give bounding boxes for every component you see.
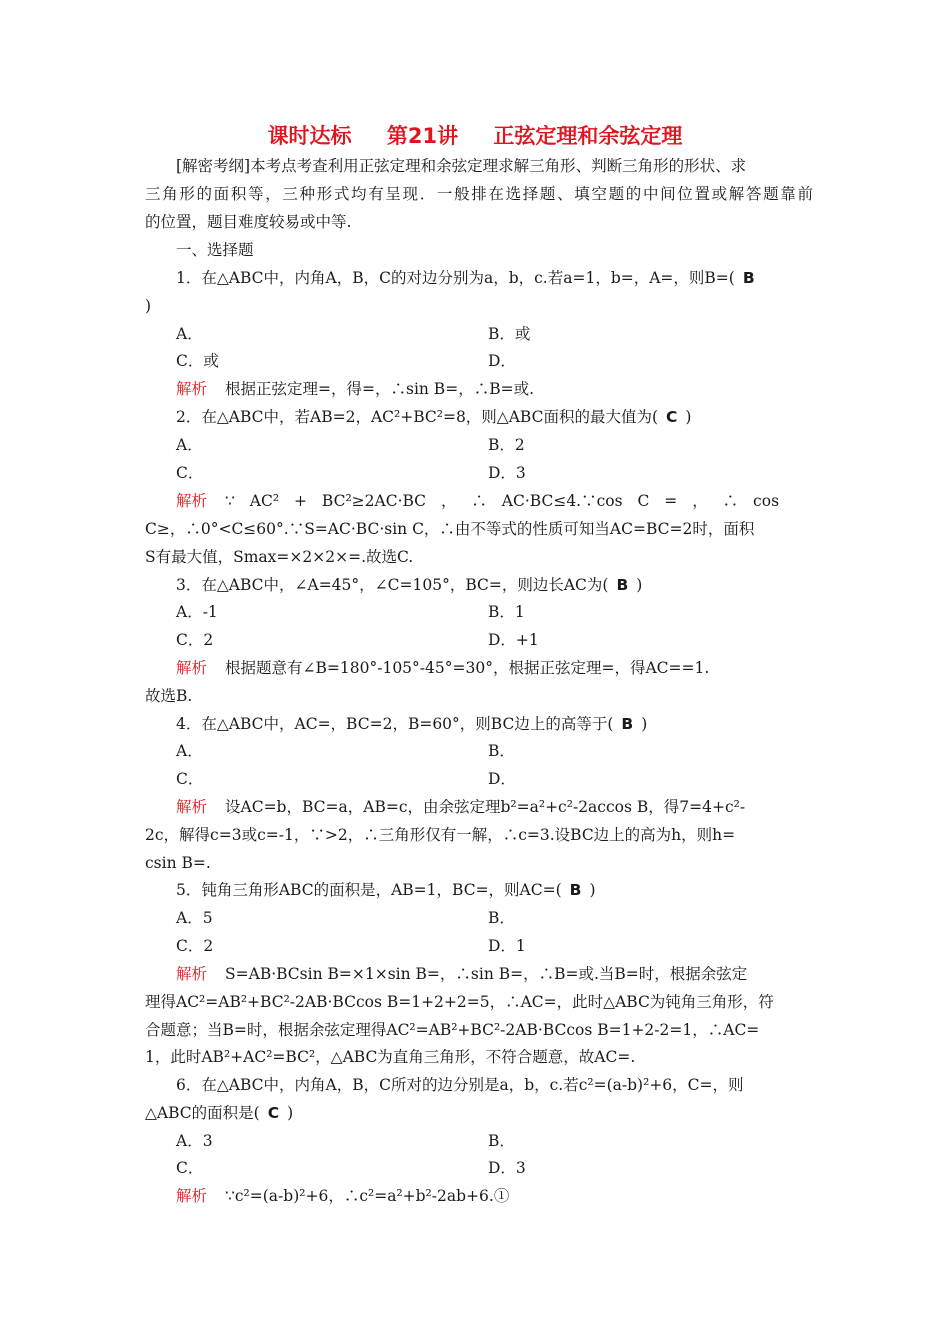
- question-2-text: 2．在△ABC中，若AB=2，AC²+BC²=8，则△ABC面积的最大值为(: [176, 408, 658, 426]
- solution-label: 解析: [176, 798, 208, 816]
- q5-option-c: C．2: [176, 937, 214, 955]
- q1-solution-text: 根据正弦定理=，得=，∴sin B=，∴B=或.: [225, 380, 534, 398]
- solution-label: 解析: [176, 659, 208, 677]
- question-3-answer: B: [616, 576, 629, 594]
- question-3-close: ): [636, 576, 643, 594]
- q2-solution-line-3: S有最大值，Smax=×2×2×=.故选C.: [145, 548, 414, 566]
- q2-option-b: B．2: [488, 436, 525, 454]
- q6-option-a: A．3: [176, 1132, 213, 1150]
- solution-label: 解析: [176, 492, 208, 510]
- question-4-answer: B: [621, 715, 634, 733]
- solution-label: 解析: [176, 965, 208, 983]
- title-part-2: 第21讲: [386, 124, 459, 148]
- page-title: [0, 120, 950, 150]
- intro-line-2: 三角形的面积等，三种形式均有呈现．一般排在选择题、填空题的中间位置或解答题靠前: [145, 185, 813, 203]
- q5-option-d: D．1: [488, 937, 526, 955]
- q1-option-d: D．: [488, 352, 516, 370]
- solution-label: 解析: [176, 380, 208, 398]
- q3-option-c: C．2: [176, 631, 214, 649]
- question-2-stem: [176, 407, 844, 427]
- q2-option-d: D．3: [488, 464, 526, 482]
- question-4-stem: [176, 714, 844, 734]
- question-6-stem-1: 6．在△ABC中，内角A，B，C所对的边分别是a，b，c.若c²=(a-b)²+6，C=，则: [176, 1076, 744, 1094]
- q4-option-d: D．: [488, 770, 516, 788]
- q4-option-c: C．: [176, 770, 204, 788]
- q6-option-d: D．3: [488, 1159, 526, 1177]
- q1-option-b: B．或: [488, 325, 531, 343]
- question-3-text: 3．在△ABC中，∠A=45°，∠C=105°，BC=，则边长AC为(: [176, 576, 609, 594]
- question-6-stem-2: [145, 1103, 813, 1123]
- q2-option-a: A．: [176, 436, 203, 454]
- q4-option-a: A．: [176, 742, 203, 760]
- question-6-close: ): [287, 1104, 294, 1122]
- q1-solution: [176, 379, 844, 399]
- q4-option-b: B．: [488, 742, 515, 760]
- q1-option-a: A．: [176, 325, 203, 343]
- q1-option-c: C．或: [176, 352, 219, 370]
- question-1-answer: B: [742, 269, 755, 287]
- question-1-close: ): [145, 297, 152, 315]
- intro-line-1: [解密考纲]本考点考查利用正弦定理和余弦定理求解三角形、判断三角形的形状、求: [176, 157, 747, 175]
- q3-solution-line-1: [176, 658, 844, 678]
- q4-solution-text-1: 设AC=b，BC=a，AB=c，由余弦定理b²=a²+c²-2accos B，得7=4+c²-: [225, 798, 746, 816]
- q5-option-b: B．: [488, 909, 515, 927]
- question-4-text: 4．在△ABC中，AC=，BC=2，B=60°，则BC边上的高等于(: [176, 715, 614, 733]
- section-heading: 一、选择题: [176, 241, 254, 259]
- q3-option-d: D．+1: [488, 631, 539, 649]
- q4-solution-line-3: csin B=.: [145, 854, 211, 872]
- question-5-answer: B: [569, 881, 582, 899]
- q4-solution-line-1: [176, 797, 813, 817]
- question-1-text: 1．在△ABC中，内角A，B，C的对边分别为a，b，c.若a=1，b=，A=，则B=(: [176, 269, 735, 287]
- question-6-answer: C: [267, 1104, 280, 1122]
- title-part-1: 课时达标: [267, 124, 352, 148]
- question-5-text: 5．钝角三角形ABC的面积是，AB=1，BC=，则AC=(: [176, 881, 562, 899]
- q4-solution-line-2: 2c，解得c=3或c=-1，∵>2，∴三角形仅有一解，∴c=3.设BC边上的高为h，则h=: [145, 826, 736, 844]
- q5-solution-line-1: [176, 964, 813, 984]
- q3-option-a: A．-1: [176, 603, 218, 621]
- intro-line-3: 的位置，题目难度较易或中等.: [145, 213, 352, 231]
- solution-label: 解析: [176, 1187, 208, 1205]
- question-2-answer: C: [666, 408, 678, 426]
- q5-solution-line-4: 1，此时AB²+AC²=BC²，△ABC为直角三角形，不符合题意，故AC=.: [145, 1048, 636, 1066]
- q6-option-c: C．: [176, 1159, 204, 1177]
- q3-option-b: B．1: [488, 603, 525, 621]
- q2-option-c: C．: [176, 464, 204, 482]
- q6-option-b: B．: [488, 1132, 515, 1150]
- q3-solution-text-1: 根据题意有∠B=180°-105°-45°=30°，根据正弦定理=，得AC==1.: [225, 659, 710, 677]
- q2-solution-line-1: [176, 491, 813, 511]
- title-part-3: 正弦定理和余弦定理: [493, 124, 683, 148]
- question-1-stem: [176, 268, 813, 288]
- q2-solution-text-1: ∵ AC² + BC²≥2AC·BC ， ∴ AC·BC≤4.∵cos C = ， ∴ cos: [225, 492, 780, 510]
- question-5-stem: [176, 880, 844, 900]
- q5-option-a: A．5: [176, 909, 213, 927]
- question-6-text: △ABC的面积是(: [145, 1104, 260, 1122]
- q2-solution-line-2: C≥，∴0°<C≤60°.∵S=AC·BC·sin C，∴由不等式的性质可知当AC=BC=2时，面积: [145, 520, 755, 538]
- q6-solution: [176, 1186, 844, 1206]
- question-4-close: ): [641, 715, 648, 733]
- q5-solution-line-3: 合题意；当B=时，根据余弦定理得AC²=AB²+BC²-2AB·BCcos B=1+2-2=1，∴AC=: [145, 1021, 760, 1039]
- question-5-close: ): [589, 881, 596, 899]
- question-3-stem: [176, 575, 844, 595]
- q6-solution-text: ∵c²=(a-b)²+6，∴c²=a²+b²-2ab+6.①: [225, 1187, 510, 1205]
- q5-solution-line-2: 理得AC²=AB²+BC²-2AB·BCcos B=1+2+2=5，∴AC=，此时△ABC为钝角三角形，符: [145, 993, 774, 1011]
- question-2-close: ): [685, 408, 692, 426]
- q3-solution-line-2: 故选B.: [145, 687, 193, 705]
- q5-solution-text-1: S=AB·BCsin B=×1×sin B=，∴sin B=，∴B=或.当B=时，根据余弦定: [225, 965, 748, 983]
